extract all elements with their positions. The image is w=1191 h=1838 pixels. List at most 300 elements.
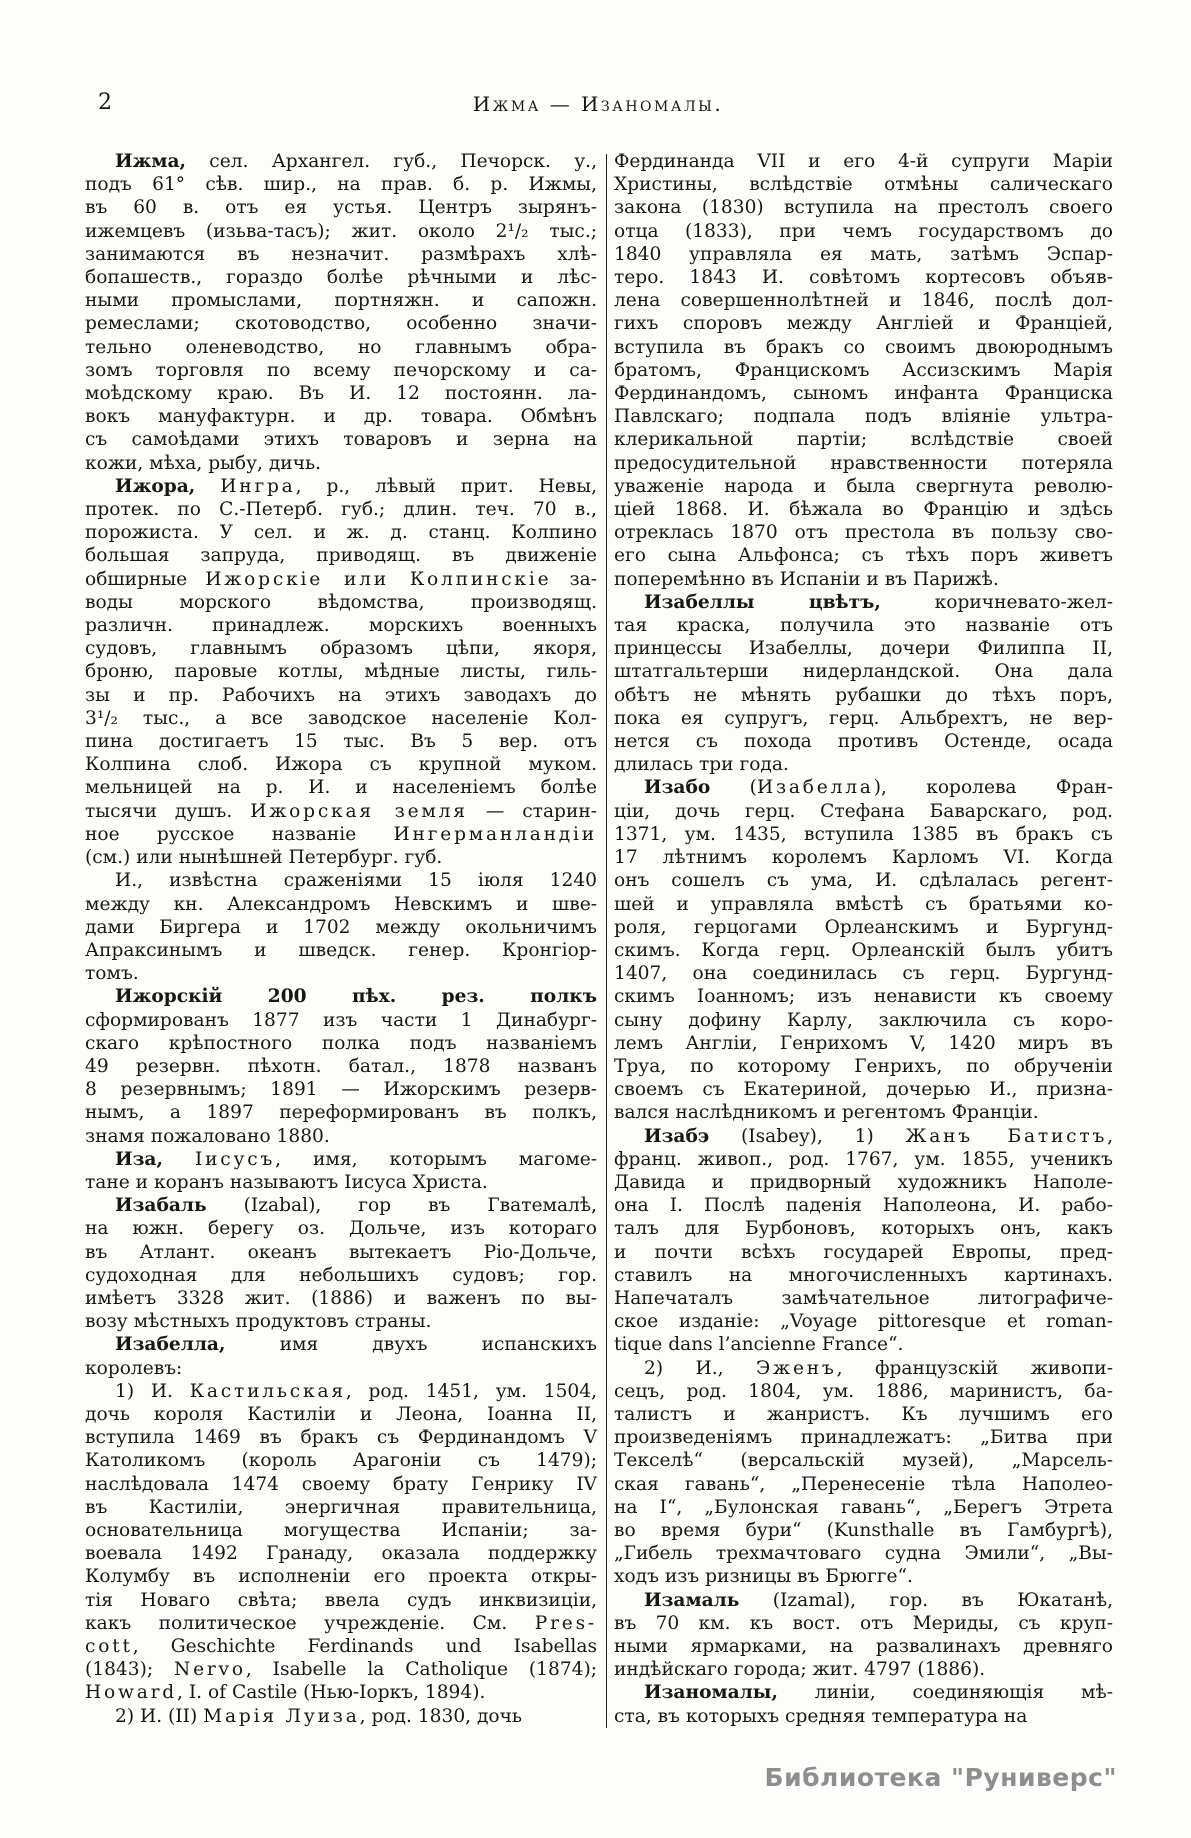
- text-segment: отреклась 1870 отъ престола въ пользу сво-: [614, 522, 1113, 544]
- text-line: [614, 1565, 1113, 1588]
- text-line: [614, 730, 1113, 753]
- text-segment: кожи, мѣха, рыбу, дичь.: [85, 452, 322, 474]
- text-line: [614, 1426, 1113, 1449]
- text-segment: индѣйскаго города; жит. 4797 (1886).: [614, 1659, 986, 1681]
- text-line: [85, 591, 597, 614]
- text-line: [614, 916, 1113, 939]
- text-segment: обѣтъ не мѣнять рубашки до тѣхъ поръ,: [614, 684, 1113, 706]
- text-line: [614, 243, 1113, 266]
- text-segment: зы и пр. Рабочихъ на этихъ заводахъ до: [85, 684, 597, 706]
- text-segment: (см.) или нынѣшней Петербург. губ.: [85, 847, 443, 869]
- text-line: [85, 312, 597, 335]
- text-line: [85, 869, 597, 892]
- text-line: [85, 1565, 597, 1588]
- text-segment: его сына Альфонса; съ тѣхъ поръ живетъ: [614, 545, 1113, 567]
- text-segment: ), королева Фран-: [873, 777, 1113, 799]
- text-line: [85, 428, 597, 451]
- headword: Изабелла,: [115, 1334, 226, 1356]
- headword: Изабеллы цвѣтъ,: [644, 591, 881, 613]
- text-segment: тія Новаго свѣта; ввела судъ инквизиціи,: [85, 1589, 597, 1611]
- text-line: [614, 985, 1113, 1008]
- text-segment: она I. Послѣ паденія Наполеона, И. рабо-: [614, 1195, 1113, 1217]
- headword: Ижора,: [115, 475, 196, 497]
- text-segment: 17 лѣтнимъ королемъ Карломъ VI. Когда: [614, 847, 1113, 869]
- text-segment: закона (1830) вступила на престолъ своего: [614, 197, 1113, 219]
- text-segment: уваженіе народа и была свергнута револю-: [614, 475, 1113, 497]
- text-segment: Фердинандомъ, сыномъ инфанта Франциска: [614, 383, 1113, 405]
- text-line: [614, 1241, 1113, 1264]
- text-segment: предосудительной нравственности потеряла: [614, 452, 1113, 474]
- text-segment: линіи, соединяющія мѣ-: [777, 1682, 1113, 1704]
- text-line: [614, 1217, 1113, 1240]
- text-line: [614, 1449, 1113, 1472]
- text-segment: зомъ торговля по всему печорскому и са-: [85, 359, 597, 381]
- text-segment: вался наслѣдникомъ и регентомъ Франціи.: [614, 1102, 1039, 1124]
- headword: Иза,: [115, 1148, 163, 1170]
- text-line: [85, 893, 597, 916]
- text-segment: и почти всѣхъ государей Европы, пред-: [614, 1241, 1113, 1263]
- column-right: [614, 150, 1113, 1728]
- text-line: [614, 336, 1113, 359]
- text-line: [614, 1635, 1113, 1658]
- text-line: [614, 1194, 1113, 1217]
- text-segment: вступила въ бракъ со своимъ двоюроднымъ: [614, 336, 1113, 358]
- text-segment: (Izamal), гор. въ Юкатанѣ,: [739, 1589, 1113, 1611]
- text-line: [614, 1519, 1113, 1542]
- text-segment: 1) И.: [115, 1380, 190, 1402]
- text-segment: Іисусъ: [194, 1148, 276, 1170]
- text-segment: въ 70 км. къ вост. отъ Мериды, съ круп-: [614, 1612, 1113, 1634]
- text-segment: во время бури“ (Kunsthalle въ Гамбургѣ),: [614, 1519, 1113, 1541]
- text-segment: ,: [1107, 1125, 1113, 1147]
- text-segment: сел. Архангел. губ., Печорск. у.,: [186, 151, 597, 172]
- text-segment: Ижорскіе или Колпинскіе: [205, 568, 552, 590]
- text-line: [85, 1125, 597, 1148]
- headword: Изаномалы,: [644, 1682, 778, 1704]
- text-line: [614, 521, 1113, 544]
- text-segment: занимаются въ незначит. размѣрахъ хлѣ-: [85, 243, 597, 265]
- text-segment: скаго крѣпостного полка подъ названіемъ: [85, 1032, 597, 1054]
- text-segment: въ Кастиліи, энергичная правительница,: [85, 1496, 597, 1518]
- text-segment: ными промыслами, портняжн. и сапожн.: [85, 290, 597, 312]
- text-line: [614, 637, 1113, 660]
- text-line: [614, 150, 1113, 173]
- text-line: [614, 266, 1113, 289]
- text-segment: шей и управляла вмѣстѣ съ братьями ко-: [614, 893, 1113, 915]
- text-segment: дами Биргера и 1702 между окольничимъ: [85, 916, 597, 938]
- text-line: [85, 1217, 597, 1240]
- column-left: [85, 150, 597, 1728]
- text-segment: ходъ изъ ризницы въ Брюгге“.: [614, 1566, 913, 1588]
- text-segment: тысячи душъ.: [85, 800, 251, 822]
- text-line: [85, 1241, 597, 1264]
- text-line: [614, 405, 1113, 428]
- text-line: [614, 312, 1113, 335]
- text-line: [85, 753, 597, 776]
- text-line: [85, 266, 597, 289]
- text-line: [85, 1635, 597, 1658]
- text-segment: 2) И.,: [644, 1357, 757, 1379]
- text-segment: моѣдскому краю. Въ И. 12 постоянн. ла-: [85, 383, 597, 405]
- headword: Изабэ: [644, 1125, 710, 1147]
- text-segment: роля, герцогами Орлеанскимъ и Бургунд-: [614, 916, 1113, 938]
- running-title: Ижма — Изаномалы.: [472, 92, 724, 116]
- text-segment: тельно оленеводство, но главнымъ обра-: [85, 336, 597, 358]
- text-segment: ская гавань“, „Перенесеніе тѣла Наполео-: [614, 1473, 1113, 1495]
- text-line: [614, 1403, 1113, 1426]
- text-line: [85, 846, 597, 869]
- text-segment: 3¹/₂ тыс., а все заводское населеніе Кол-: [85, 707, 597, 729]
- text-line: [85, 776, 597, 799]
- text-line: [614, 939, 1113, 962]
- text-segment: вокъ мануфактурн. и др. товара. Обмѣнъ: [85, 406, 597, 428]
- text-line: [85, 800, 597, 823]
- text-line: [85, 1519, 597, 1542]
- text-line: [85, 1310, 597, 1333]
- text-line: [614, 614, 1113, 637]
- text-segment: 1840 управляла ея мать, затѣмъ Эспар-: [614, 243, 1113, 265]
- text-line: [614, 1125, 1113, 1148]
- text-segment: штатгальтерши нидерландской. Она дала: [614, 661, 1113, 683]
- text-segment: Колпина слоб. Ижора съ крупной муком.: [85, 754, 597, 776]
- text-line: [85, 336, 597, 359]
- text-segment: въ 60 в. отъ ея устья. Центръ зырянъ-: [85, 197, 597, 219]
- text-segment: Фердинанда VII и его 4-й супруги Маріи: [614, 151, 1113, 172]
- text-line: [85, 1589, 597, 1612]
- text-line: [614, 1542, 1113, 1565]
- text-segment: ціи, дочь герц. Стефана Баварскаго, род.: [614, 800, 1113, 822]
- text-line: [614, 846, 1113, 869]
- text-segment: возу мѣстныхъ продуктовъ страны.: [85, 1311, 432, 1333]
- text-segment: 1371, ум. 1435, вступила 1385 въ бракъ съ: [614, 823, 1113, 845]
- text-segment: Труа, по которому Генрихъ, по обрученіи: [614, 1055, 1113, 1077]
- text-line: [85, 173, 597, 196]
- text-segment: сформированъ 1877 изъ части 1 Динабург-: [85, 1009, 597, 1031]
- text-segment: Nervo: [174, 1659, 246, 1681]
- text-line: [85, 150, 597, 173]
- text-segment: произведеніямъ принадлежатъ: „Битва при: [614, 1427, 1113, 1449]
- text-segment: Давида и придворный художникъ Наполе-: [614, 1171, 1113, 1193]
- text-segment: поперемѣнно въ Испаніи и въ Парижѣ.: [614, 568, 999, 590]
- text-segment: бопашеств., гораздо болѣе рѣчными и лѣс-: [85, 267, 597, 289]
- text-line: [614, 568, 1113, 591]
- text-segment: Изабелла: [756, 777, 874, 799]
- text-line: [614, 382, 1113, 405]
- text-segment: (: [710, 777, 757, 799]
- text-segment: Жанъ Батистъ: [905, 1125, 1108, 1147]
- text-segment: талъ для Бурбоновъ, которыхъ онъ, какъ: [614, 1218, 1113, 1240]
- text-segment: большая запруда, приводящ. въ движеніе: [85, 545, 597, 567]
- text-segment: броню, паровые котлы, мѣдные листы, гиль-: [85, 661, 597, 683]
- text-segment: клерикальной партіи; вслѣдствіе своей: [614, 429, 1113, 451]
- text-line: [85, 684, 597, 707]
- text-segment: вступила 1469 въ бракъ съ Фердинандомъ V: [85, 1427, 597, 1449]
- text-line: [85, 1449, 597, 1472]
- text-line: [85, 1148, 597, 1171]
- text-segment: талистъ и жанристъ. Къ лучшимъ его: [614, 1403, 1113, 1425]
- text-segment: , род. 1830, дочь: [359, 1705, 523, 1727]
- text-segment: Апраксинымъ и шведск. генер. Кронгіор-: [85, 939, 597, 961]
- text-segment: Колумбу въ исполненіи его проекта откры-: [85, 1566, 597, 1588]
- text-line: [85, 359, 597, 382]
- text-line: [614, 1357, 1113, 1380]
- watermark-text: Библиотека "Руниверс": [764, 1763, 1117, 1792]
- text-segment: порожиста. У сел. и ж. д. станц. Колпино: [85, 522, 597, 544]
- text-line: [85, 1612, 597, 1635]
- text-line: [614, 1009, 1113, 1032]
- text-segment: ставилъ на многочисленныхъ картинахъ.: [614, 1264, 1113, 1286]
- text-line: [614, 1612, 1113, 1635]
- headword: Изамаль: [644, 1589, 740, 1611]
- text-line: [614, 707, 1113, 730]
- text-block: [85, 150, 1113, 1728]
- text-segment: судоходная для небольшихъ судовъ; гор.: [85, 1264, 597, 1286]
- text-segment: коричневато-жел-: [880, 591, 1113, 613]
- text-segment: пина достигаетъ 15 тыс. Въ 5 вер. отъ: [85, 731, 597, 753]
- text-segment: , Isabelle la Catholique (1874);: [245, 1659, 597, 1681]
- text-line: [614, 753, 1113, 776]
- text-line: [85, 382, 597, 405]
- text-line: [614, 591, 1113, 614]
- text-segment: за-: [551, 568, 598, 590]
- text-segment: между кн. Александромъ Невскимъ и шве-: [85, 893, 597, 915]
- text-segment: [163, 1149, 195, 1170]
- text-line: [85, 1357, 597, 1380]
- headword: Изабо: [644, 777, 711, 799]
- text-segment: различн. принадлеж. морскихъ военныхъ: [85, 615, 597, 637]
- text-line: [614, 800, 1113, 823]
- text-segment: теро. 1843 И. совѣтомъ кортесовъ объяв-: [614, 267, 1113, 289]
- text-line: [85, 405, 597, 428]
- text-line: [85, 1705, 597, 1728]
- text-line: [85, 196, 597, 219]
- text-segment: лена совершеннолѣтней и 1846, послѣ дол-: [614, 290, 1113, 312]
- text-segment: королевъ:: [85, 1357, 183, 1379]
- text-line: [614, 289, 1113, 312]
- text-segment: сыну дофину Карлу, заключила съ коро-: [614, 1009, 1113, 1031]
- text-segment: сецъ, род. 1804, ум. 1886, маринистъ, ба-: [614, 1380, 1113, 1402]
- text-segment: скимъ Іоанномъ; изъ ненависти къ своему: [614, 986, 1113, 1008]
- text-line: [614, 1310, 1113, 1333]
- text-line: [85, 521, 597, 544]
- text-segment: tique dans l’ancienne France“.: [614, 1334, 904, 1356]
- text-line: [85, 614, 597, 637]
- text-segment: И., извѣстна сраженіями 15 іюля 1240: [115, 870, 597, 892]
- text-line: [85, 1658, 597, 1681]
- text-line: [85, 939, 597, 962]
- text-line: [614, 196, 1113, 219]
- text-segment: знамя пожаловано 1880.: [85, 1125, 330, 1147]
- text-segment: наслѣдовала 1474 своему брату Генрику IV: [85, 1473, 597, 1495]
- text-line: [85, 1542, 597, 1565]
- text-line: [614, 475, 1113, 498]
- text-line: [85, 637, 597, 660]
- text-line: [614, 359, 1113, 382]
- text-line: [614, 428, 1113, 451]
- text-segment: cott: [85, 1636, 133, 1657]
- text-segment: Христины, вслѣдствіе отмѣны салическаго: [614, 174, 1113, 196]
- text-line: [85, 452, 597, 475]
- text-segment: франц. живоп., род. 1767, ум. 1855, ученикъ: [614, 1148, 1113, 1170]
- text-segment: лемъ Англіи, Генрихомъ V, 1420 миръ въ: [614, 1032, 1113, 1054]
- text-line: [614, 1589, 1113, 1612]
- text-line: [614, 220, 1113, 243]
- text-segment: Кастильская: [189, 1380, 346, 1402]
- headword: Изабаль: [115, 1195, 207, 1217]
- headword: Ижма,: [115, 151, 187, 172]
- text-segment: братомъ, Францискомъ Ассизскимъ Марія: [614, 359, 1113, 381]
- text-line: [85, 1403, 597, 1426]
- text-segment: — старин-: [467, 800, 598, 822]
- text-line: [614, 893, 1113, 916]
- text-segment: Марія Луиза: [203, 1705, 360, 1727]
- text-segment: мельницей на р. И. и населеніемъ болѣе: [85, 777, 597, 799]
- text-line: [85, 1264, 597, 1287]
- headword: Ижорскій 200 пѣх. рез. полкъ: [115, 986, 597, 1008]
- text-line: [85, 1426, 597, 1449]
- text-segment: скимъ. Когда герц. Орлеанскій былъ убитъ: [614, 939, 1113, 961]
- text-segment: , род. 1451, ум. 1504,: [345, 1380, 597, 1402]
- text-segment: ское изданіе: „Voyage pittoresque et roman-: [614, 1311, 1113, 1333]
- text-segment: , французскій живопи-: [836, 1357, 1113, 1379]
- text-line: [614, 776, 1113, 799]
- text-segment: воды морского вѣдомства, производящ.: [85, 591, 597, 613]
- text-line: [85, 243, 597, 266]
- text-line: [614, 1032, 1113, 1055]
- text-line: [614, 660, 1113, 683]
- text-segment: Напечаталъ замѣчательное литографиче-: [614, 1287, 1113, 1309]
- text-line: [614, 1681, 1113, 1704]
- text-line: [614, 684, 1113, 707]
- text-segment: ное русское названіе: [85, 823, 394, 845]
- text-line: [85, 1287, 597, 1310]
- text-segment: съ самоѣдами этихъ товаровъ и зерна на: [85, 429, 597, 451]
- text-line: [85, 1194, 597, 1217]
- text-line: [614, 1333, 1113, 1356]
- text-line: [614, 452, 1113, 475]
- text-segment: Ингра: [220, 475, 296, 497]
- text-line: [85, 660, 597, 683]
- text-segment: Католикомъ (король Арагоніи съ 1479);: [85, 1450, 597, 1472]
- column-divider: [606, 154, 607, 1728]
- text-segment: Ижорская земля: [250, 800, 468, 822]
- text-segment: на южн. берегу оз. Дольче, изъ котораго: [85, 1218, 597, 1240]
- text-line: [85, 730, 597, 753]
- text-segment: нется съ похода противъ Остенде, осада: [614, 731, 1113, 753]
- text-line: [85, 1032, 597, 1055]
- text-line: [85, 1333, 597, 1356]
- text-segment: отца (1833), при чемъ государствомъ до: [614, 220, 1113, 242]
- text-line: [85, 962, 597, 985]
- text-line: [614, 1055, 1113, 1078]
- text-segment: томъ.: [85, 963, 139, 985]
- text-segment: подъ 61° сѣв. шир., на прав. б. р. Ижмы,: [85, 174, 597, 196]
- text-segment: (Isabey), 1): [709, 1125, 906, 1147]
- text-segment: тане и коранъ называютъ Іисуса Христа.: [85, 1171, 488, 1193]
- text-segment: Howard: [85, 1682, 178, 1704]
- text-segment: (1843);: [85, 1659, 174, 1681]
- text-segment: протек. по С.-Петерб. губ.; длин. теч. 70 в.,: [85, 499, 597, 521]
- text-line: [85, 1078, 597, 1101]
- text-line: [614, 1078, 1113, 1101]
- text-line: [614, 173, 1113, 196]
- text-line: [614, 1473, 1113, 1496]
- text-segment: какъ политическое учрежденіе. См.: [85, 1612, 535, 1634]
- text-line: [85, 823, 597, 846]
- text-segment: ижемцевъ (изьва-тасъ); жит. около 2¹/₂ тыс.;: [85, 220, 597, 242]
- text-line: [614, 1658, 1113, 1681]
- text-segment: ными ярмарками, на развалинахъ древняго: [614, 1636, 1113, 1657]
- text-segment: нымъ, а 1897 переформированъ въ полкъ,: [85, 1102, 597, 1124]
- text-segment: принцессы Изабеллы, дочери Филиппа II,: [614, 638, 1113, 660]
- text-segment: воевала 1492 Гранаду, оказала поддержку: [85, 1543, 597, 1565]
- text-segment: гихъ споровъ между Англіей и Франціей,: [614, 313, 1113, 335]
- text-line: [85, 1171, 597, 1194]
- text-line: [85, 1009, 597, 1032]
- text-segment: Павлскаго; подпала подъ вліяніе ультра-: [614, 406, 1113, 428]
- text-segment: въ Атлант. океанъ вытекаетъ Ріо-Дольче,: [85, 1241, 597, 1263]
- text-line: [614, 1101, 1113, 1124]
- text-segment: Pres-: [534, 1612, 597, 1634]
- text-line: [614, 869, 1113, 892]
- text-segment: онъ сошелъ съ ума, И. сдѣлалась регент-: [614, 870, 1113, 892]
- text-segment: основательница могущества Испаніи; за-: [85, 1519, 597, 1541]
- text-line: [614, 1496, 1113, 1519]
- text-segment: пока ея супругъ, герц. Альбрехтъ, не вер-: [614, 707, 1113, 729]
- text-line: [614, 544, 1113, 567]
- text-segment: ремеслами; скотоводство, особенно значи-: [85, 313, 597, 335]
- text-line: [85, 1380, 597, 1403]
- text-line: [614, 498, 1113, 521]
- text-line: [85, 916, 597, 939]
- text-segment: , I. of Castile (Нью-Іоркъ, 1894).: [177, 1682, 486, 1704]
- text-line: [85, 498, 597, 521]
- text-segment: [195, 476, 220, 497]
- text-segment: имѣетъ 3328 жит. (1886) и важенъ по вы-: [85, 1287, 597, 1309]
- text-line: [85, 1681, 597, 1704]
- text-segment: 8 резервнымъ; 1891 — Ижорскимъ резерв-: [85, 1079, 597, 1101]
- text-segment: 2) И. (II): [115, 1705, 204, 1727]
- text-segment: длилась три года.: [614, 754, 789, 776]
- text-segment: обширные: [85, 568, 206, 590]
- text-segment: ціей 1868. И. бѣжала во Францію и здѣсь: [614, 499, 1113, 521]
- text-segment: , имя, которымъ магоме-: [275, 1148, 597, 1170]
- text-line: [85, 1496, 597, 1519]
- text-segment: , р., лѣвый прит. Невы,: [295, 475, 597, 497]
- text-segment: ста, въ которыхъ средняя температура на: [614, 1705, 1028, 1727]
- text-line: [614, 1705, 1113, 1728]
- text-segment: своемъ съ Екатериной, дочерью И., призна-: [614, 1079, 1113, 1101]
- text-line: [85, 544, 597, 567]
- text-segment: 49 резервн. пѣхотн. батал., 1878 названъ: [85, 1055, 597, 1077]
- text-line: [85, 707, 597, 730]
- text-line: [614, 962, 1113, 985]
- text-segment: имя двухъ испанскихъ: [225, 1334, 597, 1356]
- text-segment: (Izabal), гор въ Гватемалѣ,: [206, 1195, 597, 1217]
- text-line: [85, 220, 597, 243]
- text-segment: Эженъ: [756, 1357, 837, 1379]
- text-line: [85, 985, 597, 1008]
- text-segment: дочь короля Кастиліи и Леона, Іоанна II,: [85, 1403, 597, 1425]
- text-segment: „Гибель трехмачтоваго судна Эмили“, „Вы-: [614, 1543, 1113, 1565]
- text-line: [85, 475, 597, 498]
- text-segment: , Geschichte Ferdinands und Isabellas: [132, 1636, 597, 1657]
- text-line: [85, 1473, 597, 1496]
- text-line: [614, 1148, 1113, 1171]
- page-number: 2: [98, 90, 112, 115]
- text-segment: Текселѣ“ (версальскій музей), „Марсель-: [614, 1450, 1113, 1472]
- text-segment: судовъ, главнымъ образомъ цѣпи, якоря,: [85, 638, 597, 660]
